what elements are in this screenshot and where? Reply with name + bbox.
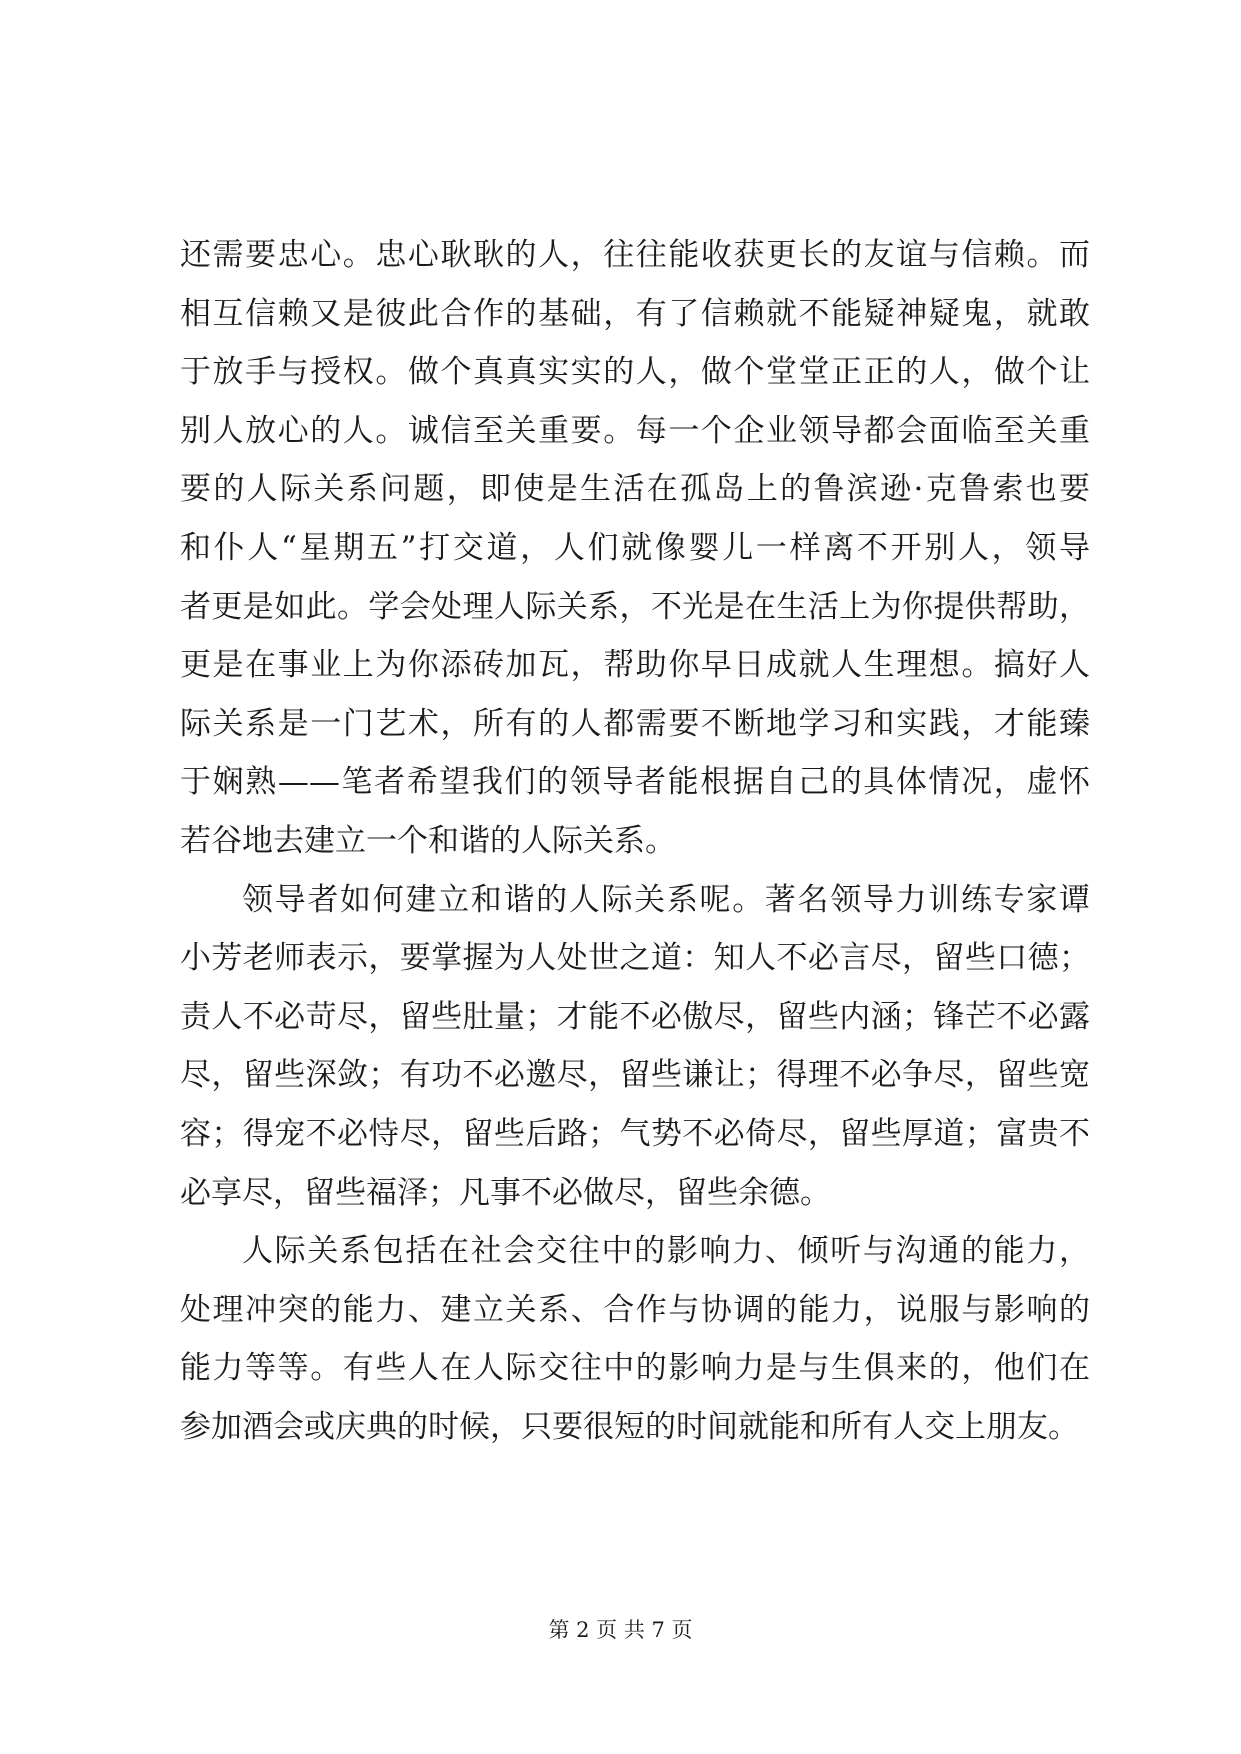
text-line: 还需要忠心。忠心耿耿的人，往往能收获更长的友谊与信赖。而 [180,237,1090,273]
page-number-footer: 第 2 页 共 7 页 [548,1618,693,1642]
text-line: 若谷地去建立一个和谐的人际关系。 [180,822,676,859]
text-line: 者更是如此。学会处理人际关系，不光是在生活上为你提供帮助， [180,588,1090,625]
text-line: 领导者如何建立和谐的人际关系呢。著名领导力训练专家谭 [242,881,1090,918]
text-line: 容；得宠不必恃尽，留些后路；气势不必倚尽，留些厚道；富贵不 [180,1115,1090,1152]
text-line: 于放手与授权。做个真真实实的人，做个堂堂正正的人，做个让 [180,354,1090,391]
text-line: 必享尽，留些福泽；凡事不必做尽，留些余德。 [180,1174,831,1211]
text-line: 责人不必苛尽，留些肚量；才能不必傲尽，留些内涵；锋芒不必露 [180,998,1090,1035]
text-line: 人际关系包括在社会交往中的影响力、倾听与沟通的能力， [242,1233,1090,1270]
text-line: 参加酒会或庆典的时候，只要很短的时间就能和所有人交上朋友。 [180,1408,1079,1445]
text-line: 于娴熟——笔者希望我们的领导者能根据自己的具体情况，虚怀 [180,764,1090,801]
text-line: 际关系是一门艺术，所有的人都需要不断地学习和实践，才能臻 [180,705,1090,742]
text-line: 相互信赖又是彼此合作的基础，有了信赖就不能疑神疑鬼，就敢 [180,295,1090,332]
text-line: 小芳老师表示，要掌握为人处世之道：知人不必言尽，留些口德； [180,940,1090,977]
paragraph-1 [180,226,1090,871]
text-line: 尽，留些深敛；有功不必邀尽，留些谦让；得理不必争尽，留些宽 [180,1057,1090,1094]
text-line: 别人放心的人。诚信至关重要。每一个企业领导都会面临至关重 [180,412,1090,449]
text-line: 能力等等。有些人在人际交往中的影响力是与生俱来的，他们在 [180,1350,1090,1387]
paragraph-2 [180,871,1090,1223]
text-line: 更是在事业上为你添砖加瓦，帮助你早日成就人生理想。搞好人 [180,647,1090,684]
text-line: 要的人际关系问题，即使是生活在孤岛上的鲁滨逊·克鲁索也要 [180,471,1090,508]
text-line: 处理冲突的能力、建立关系、合作与协调的能力，说服与影响的 [180,1291,1090,1328]
text-line: 和仆人“星期五”打交道，人们就像婴儿一样离不开别人，领导 [180,529,1090,566]
paragraph-3 [180,1222,1090,1456]
document-body [180,226,1090,1456]
